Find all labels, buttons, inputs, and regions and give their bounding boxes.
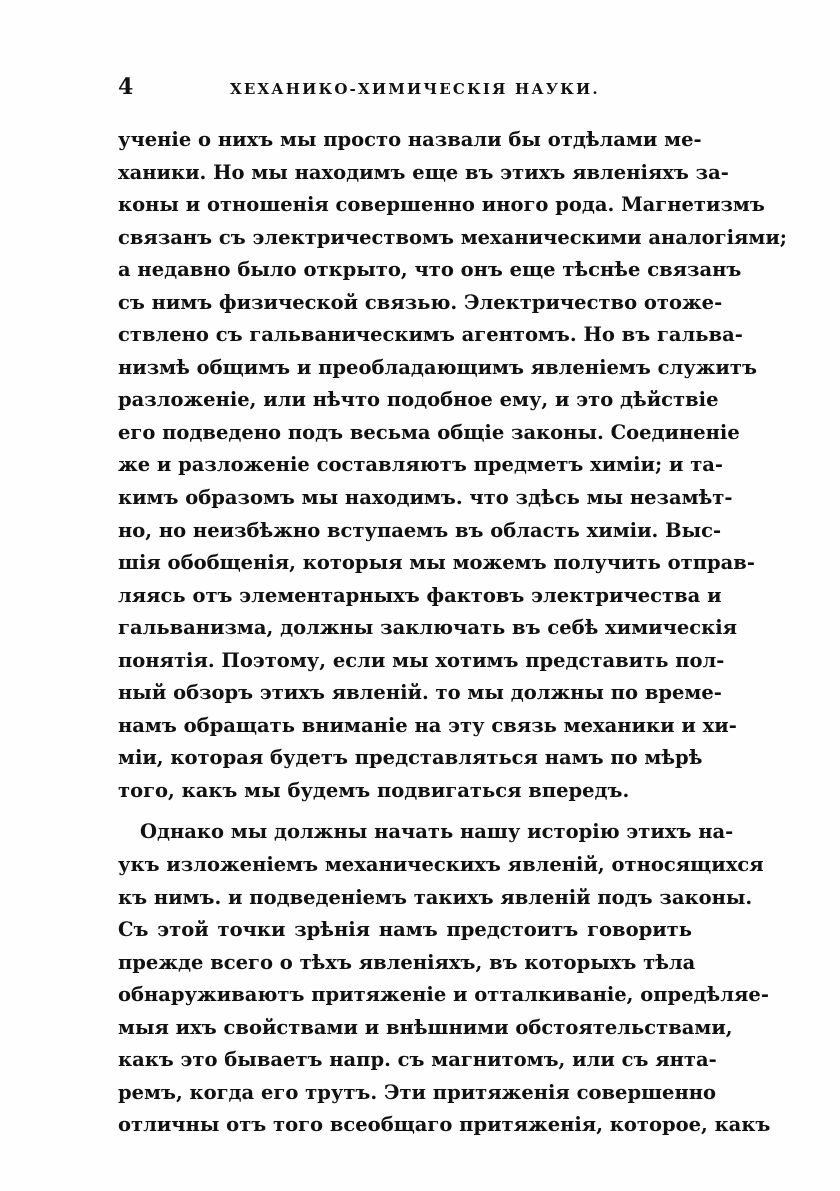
text-line: его подведено подъ весьма общіе законы. Соединеніе bbox=[118, 420, 740, 444]
text-line: ный обзоръ этихъ явленій. то мы должны по време- bbox=[118, 681, 722, 705]
text-line: Съ этой точки зрѣнія намъ предстоитъ говорить bbox=[118, 918, 692, 942]
text-line: мыя ихъ свойствами и внѣшними обстоятельствами, bbox=[118, 1015, 733, 1039]
text-line: коны и отношенія совершенно иного рода. Магнетизмъ bbox=[118, 193, 765, 217]
text-line: разложеніе, или нѣчто подобное ему, и это дѣйствіе bbox=[118, 388, 719, 412]
page-number: 4 bbox=[118, 74, 134, 100]
text-line: низмѣ общимъ и преобладающимъ явленіемъ служитъ bbox=[118, 355, 757, 379]
text-line: къ нимъ. и подведеніемъ такихъ явленій подъ законы. bbox=[118, 885, 753, 909]
paragraph-2 bbox=[118, 816, 771, 1141]
text-line: Однако мы должны начать нашу исторію этихъ на- bbox=[140, 820, 734, 844]
text-line: ученіе о нихъ мы просто назвали бы отдѣлами ме- bbox=[118, 128, 702, 151]
text-line: гальванизма, должны заключать въ себѣ химическія bbox=[118, 616, 738, 640]
running-title: ХЕХАНИКО-ХИМИЧЕСКІЯ НАУКИ. bbox=[230, 80, 600, 98]
text-line: ханики. Но мы находимъ еще въ этихъ явленіяхъ за- bbox=[118, 160, 729, 184]
text-line: кимъ образомъ мы находимъ. что здѣсь мы незамѣт- bbox=[118, 486, 733, 510]
text-line: съ нимъ физической связью. Электричество отоже- bbox=[118, 290, 723, 314]
text-line: же и разложеніе составляютъ предметъ химіи; и та- bbox=[118, 453, 724, 477]
text-line: обнаруживаютъ притяженіе и отталкиваніе, опредѣляе- bbox=[118, 983, 769, 1007]
running-head bbox=[118, 74, 698, 104]
text-line: ремъ, когда его трутъ. Эти притяженія совершенно bbox=[118, 1080, 717, 1104]
text-line: прежде всего о тѣхъ явленіяхъ, въ которыхъ тѣла bbox=[118, 950, 696, 974]
text-line: но, но неизбѣжно вступаемъ въ область химіи. Выс- bbox=[118, 518, 722, 542]
text-line: того, какъ мы будемъ подвигаться впередъ. bbox=[118, 778, 630, 802]
text-line: ляясь отъ элементарныхъ фактовъ электричества и bbox=[118, 583, 722, 607]
text-line: шія обобщенія, которыя мы можемъ получить отправ- bbox=[118, 551, 755, 575]
text-line: а недавно было открыто, что онъ еще тѣснѣе связанъ bbox=[118, 258, 742, 282]
body-text bbox=[118, 124, 788, 1142]
paragraph-1 bbox=[118, 124, 788, 807]
text-line: укъ изложеніемъ механическихъ явленій, относящихся bbox=[118, 853, 764, 877]
paragraph-gap bbox=[118, 807, 692, 816]
text-line: міи, которая будетъ представляться намъ по мѣрѣ bbox=[118, 746, 703, 770]
text-line: какъ это бываетъ напр. съ магнитомъ, или съ янта- bbox=[118, 1048, 717, 1072]
text-line: ствлено съ гальваническимъ агентомъ. Но въ гальва- bbox=[118, 323, 743, 347]
text-line: отличны отъ того всеобщаго притяженія, которое, какъ bbox=[118, 1113, 771, 1137]
text-line: связанъ съ электричествомъ механическими аналогіями; bbox=[118, 225, 788, 249]
text-line: намъ обращать вниманіе на эту связь механики и хи- bbox=[118, 713, 737, 737]
text-line: понятія. Поэтому, если мы хотимъ представить пол- bbox=[118, 648, 725, 672]
